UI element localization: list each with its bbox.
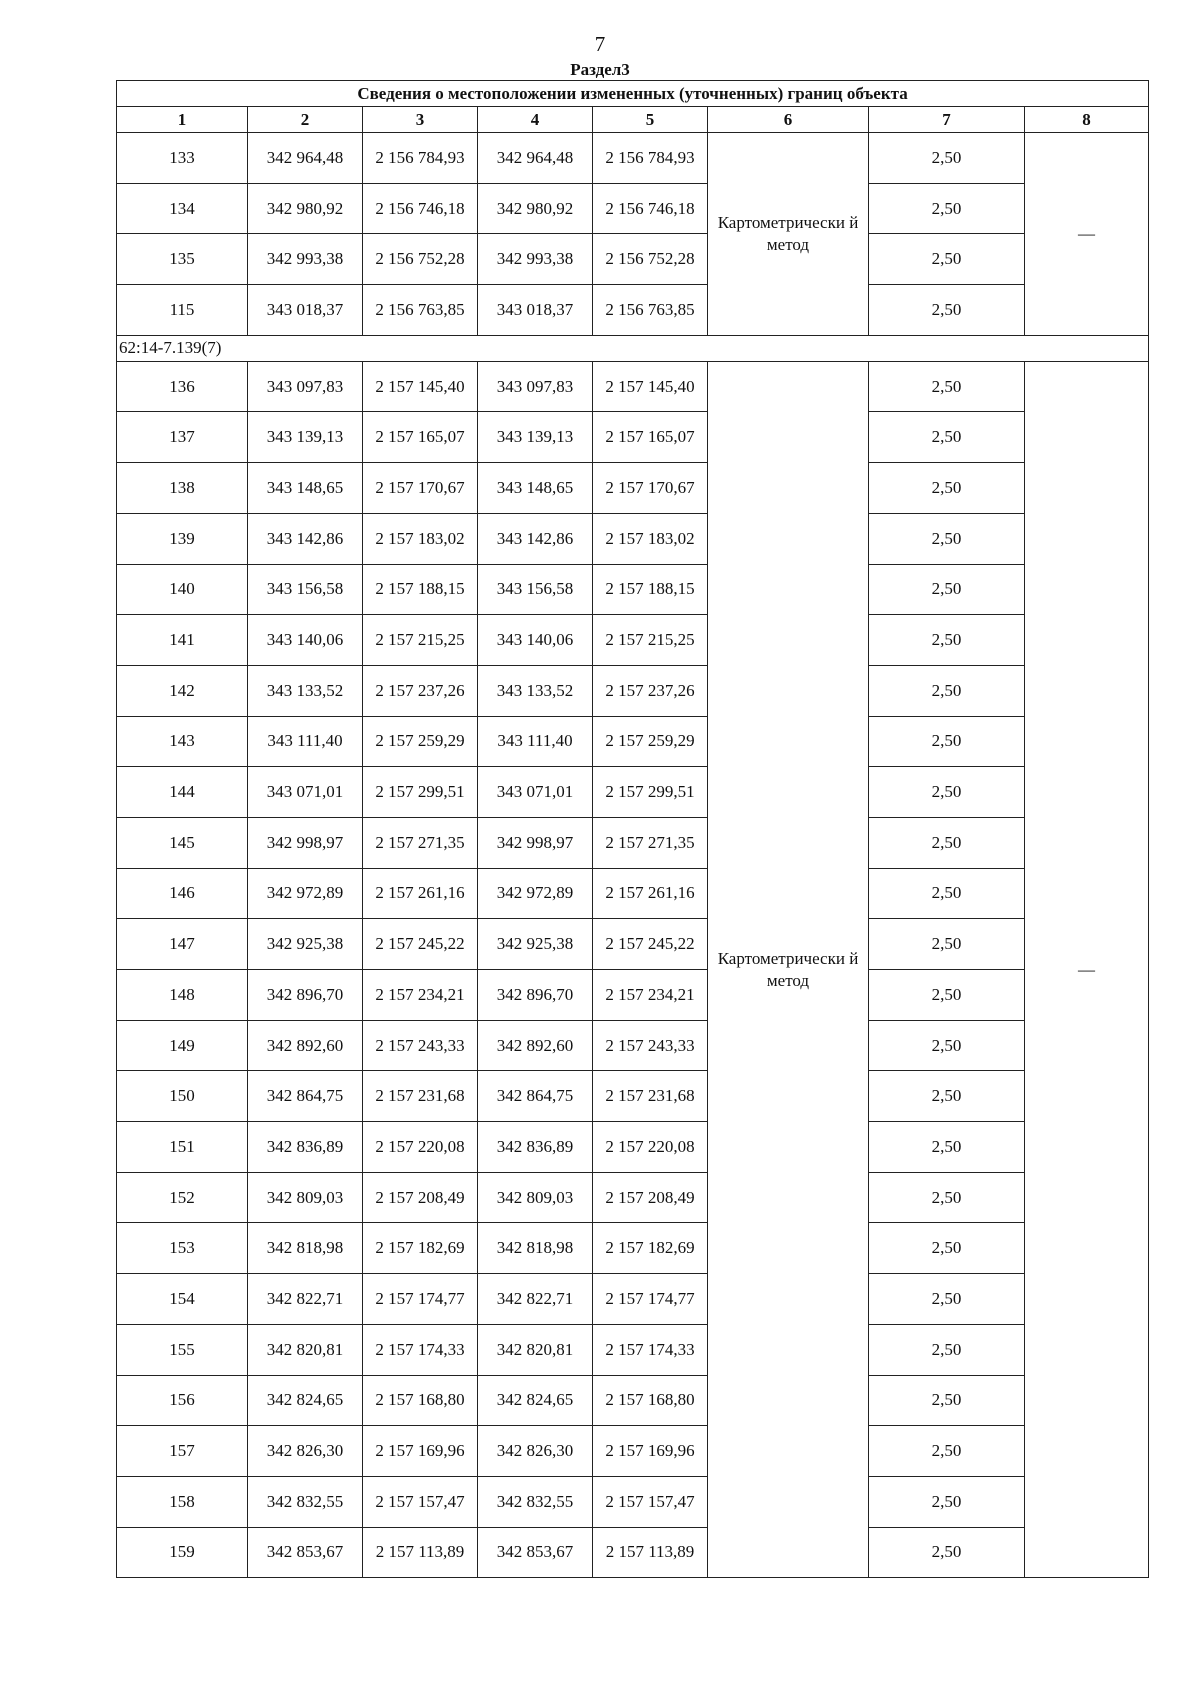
y-new-cell: 2 157 261,16 [593,868,708,919]
x-new-cell: 343 148,65 [478,463,593,514]
y-new-cell: 2 157 243,33 [593,1020,708,1071]
point-number-cell: 158 [117,1476,248,1527]
table-row [117,615,1149,666]
x-new-cell: 343 111,40 [478,716,593,767]
y-new-cell: 2 157 245,22 [593,919,708,970]
y-old-cell: 2 156 784,93 [363,133,478,184]
accuracy-cell: 2,50 [869,412,1025,463]
note-cell: — [1025,361,1149,1578]
x-new-cell: 342 809,03 [478,1172,593,1223]
x-new-cell: 342 972,89 [478,868,593,919]
y-new-cell: 2 157 231,68 [593,1071,708,1122]
y-new-cell: 2 157 271,35 [593,817,708,868]
accuracy-cell: 2,50 [869,868,1025,919]
point-number-cell: 144 [117,767,248,818]
accuracy-cell: 2,50 [869,285,1025,336]
x-old-cell: 343 133,52 [248,665,363,716]
x-old-cell: 342 980,92 [248,183,363,234]
x-new-cell: 342 993,38 [478,234,593,285]
y-old-cell: 2 157 145,40 [363,361,478,412]
method-cell: Картометрически й метод [708,133,869,336]
accuracy-cell: 2,50 [869,1223,1025,1274]
x-new-cell: 343 156,58 [478,564,593,615]
accuracy-cell: 2,50 [869,1375,1025,1426]
x-new-cell: 343 142,86 [478,513,593,564]
y-old-cell: 2 157 271,35 [363,817,478,868]
x-old-cell: 342 972,89 [248,868,363,919]
y-new-cell: 2 157 145,40 [593,361,708,412]
table-row [117,1324,1149,1375]
y-new-cell: 2 156 746,18 [593,183,708,234]
x-old-cell: 342 964,48 [248,133,363,184]
point-number-cell: 149 [117,1020,248,1071]
x-new-cell: 342 822,71 [478,1274,593,1325]
x-old-cell: 342 818,98 [248,1223,363,1274]
point-number-cell: 146 [117,868,248,919]
x-new-cell: 342 864,75 [478,1071,593,1122]
method-cell: Картометрически й метод [708,361,869,1578]
point-number-cell: 141 [117,615,248,666]
y-new-cell: 2 157 168,80 [593,1375,708,1426]
accuracy-cell: 2,50 [869,234,1025,285]
table-row [117,1071,1149,1122]
y-new-cell: 2 157 215,25 [593,615,708,666]
y-old-cell: 2 156 752,28 [363,234,478,285]
x-old-cell: 342 993,38 [248,234,363,285]
y-new-cell: 2 157 234,21 [593,970,708,1021]
y-new-cell: 2 157 208,49 [593,1172,708,1223]
y-old-cell: 2 157 243,33 [363,1020,478,1071]
y-new-cell: 2 157 188,15 [593,564,708,615]
y-new-cell: 2 157 259,29 [593,716,708,767]
x-new-cell: 342 820,81 [478,1324,593,1375]
page-number: 7 [594,32,606,56]
y-old-cell: 2 157 299,51 [363,767,478,818]
x-old-cell: 342 925,38 [248,919,363,970]
table-row [117,1527,1149,1578]
y-new-cell: 2 157 174,77 [593,1274,708,1325]
y-old-cell: 2 157 215,25 [363,615,478,666]
accuracy-cell: 2,50 [869,1020,1025,1071]
table-row [117,665,1149,716]
accuracy-cell: 2,50 [869,970,1025,1021]
table-row [117,463,1149,514]
x-old-cell: 342 820,81 [248,1324,363,1375]
y-old-cell: 2 157 261,16 [363,868,478,919]
x-old-cell: 342 998,97 [248,817,363,868]
y-new-cell: 2 157 182,69 [593,1223,708,1274]
column-number: 1 [117,107,248,133]
point-number-cell: 159 [117,1527,248,1578]
table-row [117,970,1149,1021]
table-row [117,716,1149,767]
x-new-cell: 342 998,97 [478,817,593,868]
accuracy-cell: 2,50 [869,1527,1025,1578]
y-new-cell: 2 157 183,02 [593,513,708,564]
x-new-cell: 342 824,65 [478,1375,593,1426]
table-row [117,234,1149,285]
y-old-cell: 2 156 763,85 [363,285,478,336]
point-number-cell: 143 [117,716,248,767]
table-caption: Сведения о местоположении измененных (уточненных) границ объекта [117,81,1149,107]
point-number-cell: 138 [117,463,248,514]
y-old-cell: 2 157 208,49 [363,1172,478,1223]
table-row [117,412,1149,463]
accuracy-cell: 2,50 [869,361,1025,412]
point-number-cell: 154 [117,1274,248,1325]
column-number: 5 [593,107,708,133]
accuracy-cell: 2,50 [869,183,1025,234]
point-number-cell: 137 [117,412,248,463]
table-row [117,919,1149,970]
x-old-cell: 342 822,71 [248,1274,363,1325]
table-caption-row [117,81,1149,107]
x-old-cell: 342 896,70 [248,970,363,1021]
accuracy-cell: 2,50 [869,1476,1025,1527]
x-new-cell: 343 139,13 [478,412,593,463]
x-old-cell: 343 156,58 [248,564,363,615]
table-row [117,133,1149,184]
accuracy-cell: 2,50 [869,1324,1025,1375]
y-old-cell: 2 157 259,29 [363,716,478,767]
table-row [117,183,1149,234]
x-old-cell: 343 148,65 [248,463,363,514]
y-new-cell: 2 157 220,08 [593,1122,708,1173]
y-old-cell: 2 157 165,07 [363,412,478,463]
x-new-cell: 343 133,52 [478,665,593,716]
table-row [117,1122,1149,1173]
point-number-cell: 157 [117,1426,248,1477]
point-number-cell: 140 [117,564,248,615]
y-old-cell: 2 157 170,67 [363,463,478,514]
y-new-cell: 2 157 165,07 [593,412,708,463]
y-new-cell: 2 157 237,26 [593,665,708,716]
y-new-cell: 2 157 169,96 [593,1426,708,1477]
section-title: Раздел3 [570,60,630,79]
y-old-cell: 2 157 231,68 [363,1071,478,1122]
boundary-coordinates-table [116,80,1149,1578]
table-row [117,817,1149,868]
x-new-cell: 342 836,89 [478,1122,593,1173]
point-number-cell: 115 [117,285,248,336]
x-old-cell: 343 142,86 [248,513,363,564]
accuracy-cell: 2,50 [869,919,1025,970]
x-new-cell: 342 892,60 [478,1020,593,1071]
x-old-cell: 343 018,37 [248,285,363,336]
y-old-cell: 2 157 169,96 [363,1426,478,1477]
y-old-cell: 2 157 174,77 [363,1274,478,1325]
y-old-cell: 2 157 157,47 [363,1476,478,1527]
point-number-cell: 153 [117,1223,248,1274]
x-old-cell: 343 140,06 [248,615,363,666]
y-old-cell: 2 157 113,89 [363,1527,478,1578]
accuracy-cell: 2,50 [869,133,1025,184]
x-new-cell: 342 853,67 [478,1527,593,1578]
y-old-cell: 2 157 174,33 [363,1324,478,1375]
point-number-cell: 147 [117,919,248,970]
accuracy-cell: 2,50 [869,1071,1025,1122]
x-new-cell: 343 097,83 [478,361,593,412]
x-new-cell: 343 071,01 [478,767,593,818]
table-row [117,1375,1149,1426]
x-new-cell: 342 980,92 [478,183,593,234]
accuracy-cell: 2,50 [869,463,1025,514]
x-old-cell: 343 097,83 [248,361,363,412]
column-number: 3 [363,107,478,133]
table-row [117,564,1149,615]
accuracy-cell: 2,50 [869,1122,1025,1173]
y-old-cell: 2 157 182,69 [363,1223,478,1274]
x-old-cell: 343 071,01 [248,767,363,818]
table-row [117,1426,1149,1477]
accuracy-cell: 2,50 [869,1274,1025,1325]
y-new-cell: 2 157 157,47 [593,1476,708,1527]
y-old-cell: 2 157 168,80 [363,1375,478,1426]
point-number-cell: 148 [117,970,248,1021]
y-old-cell: 2 157 237,26 [363,665,478,716]
point-number-cell: 135 [117,234,248,285]
table-row [117,1172,1149,1223]
x-new-cell: 342 964,48 [478,133,593,184]
x-old-cell: 343 111,40 [248,716,363,767]
x-new-cell: 342 818,98 [478,1223,593,1274]
accuracy-cell: 2,50 [869,615,1025,666]
accuracy-cell: 2,50 [869,817,1025,868]
column-number: 2 [248,107,363,133]
y-new-cell: 2 156 763,85 [593,285,708,336]
parcel-subheading: 62:14-7.139(7) [117,335,1149,361]
column-number-row [117,107,1149,133]
point-number-cell: 152 [117,1172,248,1223]
accuracy-cell: 2,50 [869,767,1025,818]
y-new-cell: 2 157 299,51 [593,767,708,818]
column-number: 8 [1025,107,1149,133]
accuracy-cell: 2,50 [869,1426,1025,1477]
table-row [117,1020,1149,1071]
x-new-cell: 342 896,70 [478,970,593,1021]
y-old-cell: 2 157 245,22 [363,919,478,970]
column-number: 6 [708,107,869,133]
x-old-cell: 342 892,60 [248,1020,363,1071]
y-old-cell: 2 157 188,15 [363,564,478,615]
point-number-cell: 150 [117,1071,248,1122]
note-cell: — [1025,133,1149,336]
accuracy-cell: 2,50 [869,716,1025,767]
x-old-cell: 342 809,03 [248,1172,363,1223]
point-number-cell: 156 [117,1375,248,1426]
x-old-cell: 343 139,13 [248,412,363,463]
table-body [117,133,1149,1578]
table-row [117,361,1149,412]
accuracy-cell: 2,50 [869,564,1025,615]
accuracy-cell: 2,50 [869,665,1025,716]
point-number-cell: 155 [117,1324,248,1375]
table-row [117,767,1149,818]
point-number-cell: 145 [117,817,248,868]
x-new-cell: 343 018,37 [478,285,593,336]
table-row [117,1476,1149,1527]
x-new-cell: 343 140,06 [478,615,593,666]
table-row [117,868,1149,919]
x-new-cell: 342 925,38 [478,919,593,970]
point-number-cell: 134 [117,183,248,234]
y-new-cell: 2 157 113,89 [593,1527,708,1578]
point-number-cell: 136 [117,361,248,412]
x-old-cell: 342 824,65 [248,1375,363,1426]
accuracy-cell: 2,50 [869,513,1025,564]
x-new-cell: 342 826,30 [478,1426,593,1477]
y-old-cell: 2 156 746,18 [363,183,478,234]
accuracy-cell: 2,50 [869,1172,1025,1223]
table-row [117,513,1149,564]
y-new-cell: 2 156 784,93 [593,133,708,184]
y-new-cell: 2 156 752,28 [593,234,708,285]
y-old-cell: 2 157 234,21 [363,970,478,1021]
column-number: 7 [869,107,1025,133]
column-number: 4 [478,107,593,133]
table-row [117,285,1149,336]
x-old-cell: 342 832,55 [248,1476,363,1527]
y-old-cell: 2 157 220,08 [363,1122,478,1173]
y-new-cell: 2 157 170,67 [593,463,708,514]
point-number-cell: 142 [117,665,248,716]
table-row [117,1274,1149,1325]
y-new-cell: 2 157 174,33 [593,1324,708,1375]
x-new-cell: 342 832,55 [478,1476,593,1527]
parcel-subheading-row [117,335,1149,361]
x-old-cell: 342 836,89 [248,1122,363,1173]
point-number-cell: 139 [117,513,248,564]
point-number-cell: 133 [117,133,248,184]
x-old-cell: 342 826,30 [248,1426,363,1477]
point-number-cell: 151 [117,1122,248,1173]
table-row [117,1223,1149,1274]
x-old-cell: 342 864,75 [248,1071,363,1122]
y-old-cell: 2 157 183,02 [363,513,478,564]
x-old-cell: 342 853,67 [248,1527,363,1578]
